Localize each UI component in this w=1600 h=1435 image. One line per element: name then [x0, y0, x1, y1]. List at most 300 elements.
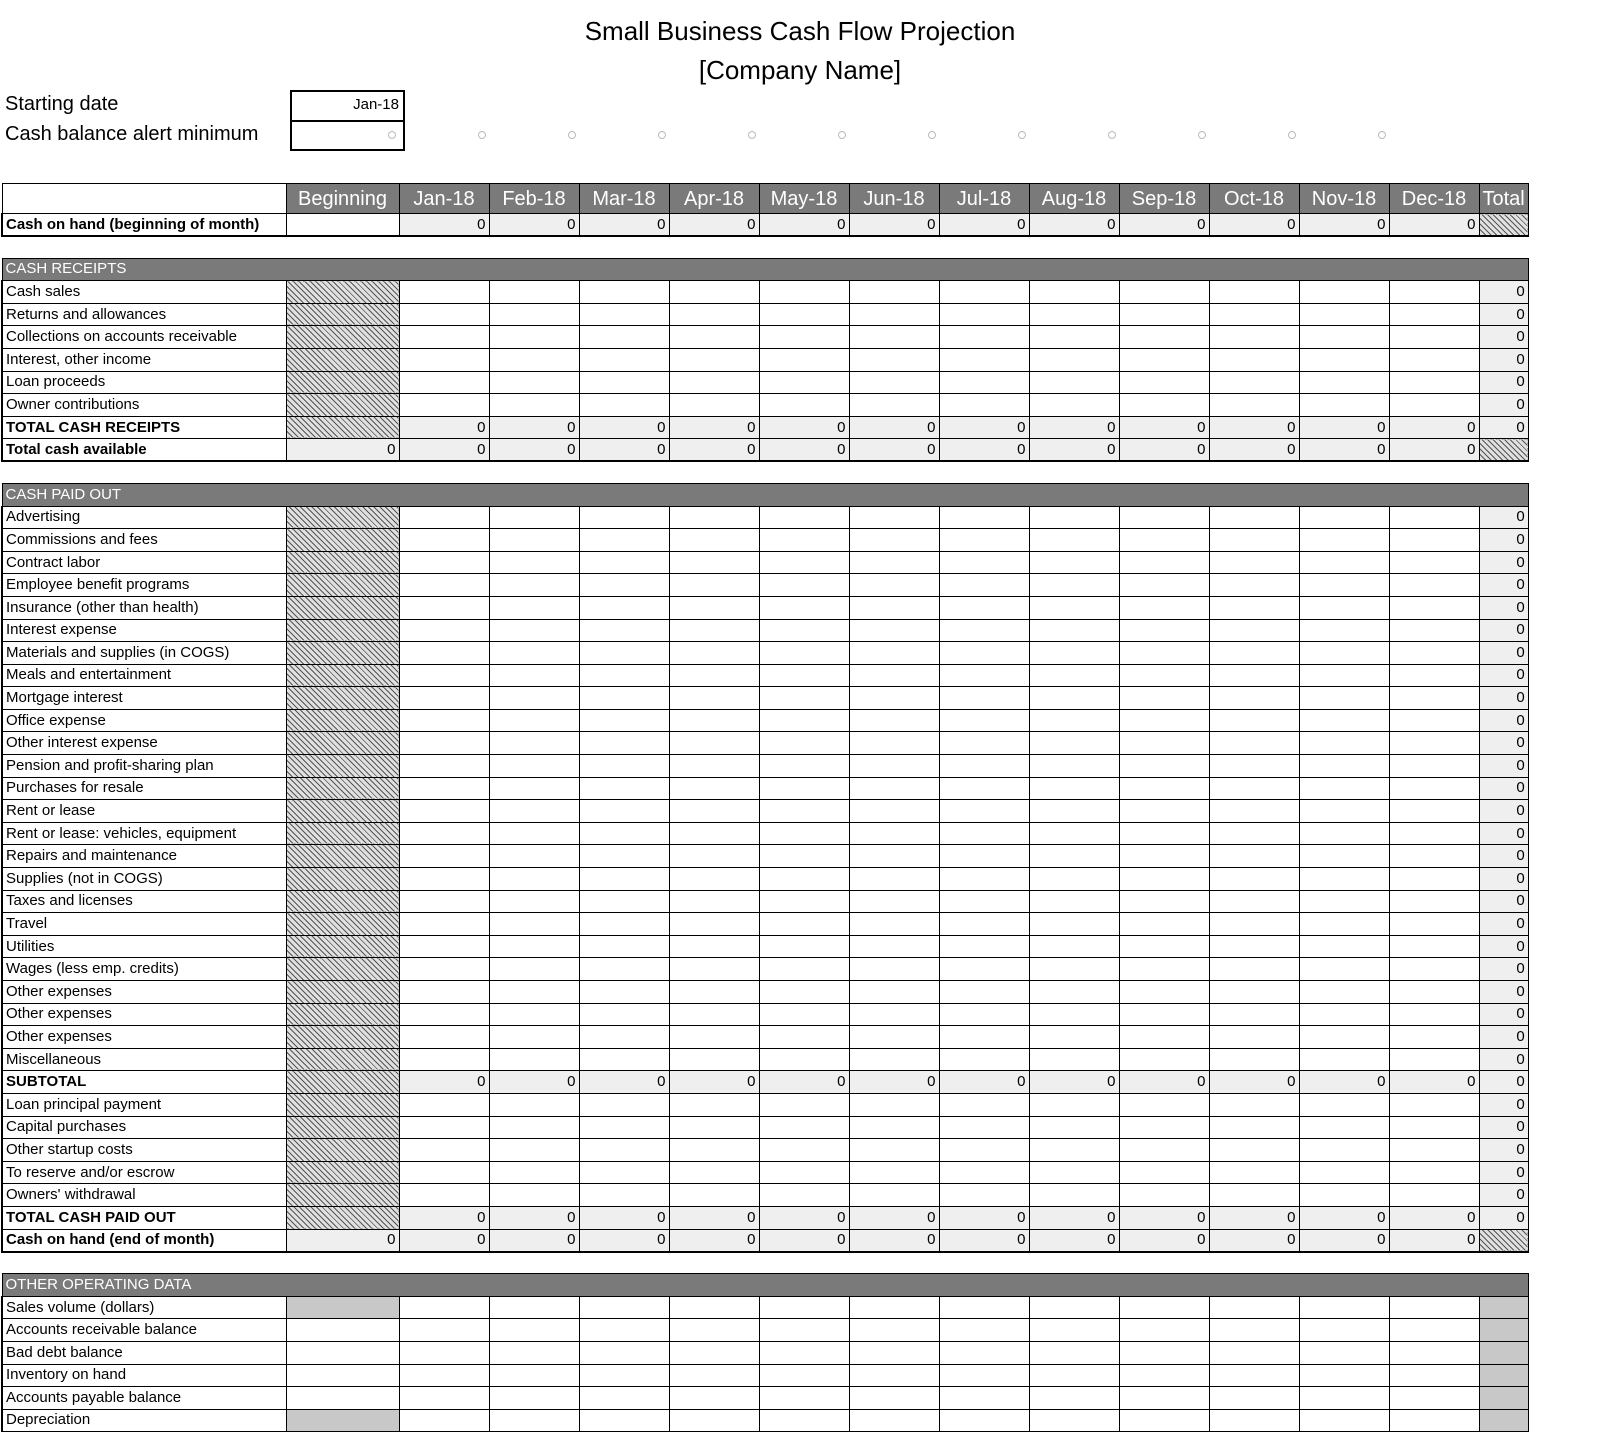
- input-cell[interactable]: [1029, 755, 1119, 778]
- input-cell[interactable]: [1119, 1026, 1209, 1049]
- input-cell[interactable]: [1389, 687, 1479, 710]
- input-cell[interactable]: [1119, 687, 1209, 710]
- input-cell[interactable]: [669, 1387, 759, 1410]
- input-cell[interactable]: [1029, 732, 1119, 755]
- input-cell[interactable]: [489, 1387, 579, 1410]
- input-cell[interactable]: [849, 845, 939, 868]
- input-cell[interactable]: [1029, 1364, 1119, 1387]
- input-cell[interactable]: [1209, 1093, 1299, 1116]
- input-cell[interactable]: [489, 326, 579, 349]
- input-cell[interactable]: [489, 574, 579, 597]
- input-cell[interactable]: [669, 281, 759, 304]
- input-cell[interactable]: [399, 1319, 489, 1342]
- input-cell[interactable]: [489, 348, 579, 371]
- input-cell[interactable]: [399, 348, 489, 371]
- input-cell[interactable]: [399, 1161, 489, 1184]
- input-cell[interactable]: [1119, 326, 1209, 349]
- input-cell[interactable]: [759, 326, 849, 349]
- input-cell[interactable]: [1299, 1409, 1389, 1432]
- input-cell[interactable]: [489, 755, 579, 778]
- input-cell[interactable]: [1209, 1116, 1299, 1139]
- input-cell[interactable]: [1389, 1364, 1479, 1387]
- input-cell[interactable]: [399, 664, 489, 687]
- input-cell[interactable]: [1209, 1409, 1299, 1432]
- input-cell[interactable]: [399, 845, 489, 868]
- input-cell[interactable]: [1029, 890, 1119, 913]
- input-cell[interactable]: [849, 732, 939, 755]
- input-cell[interactable]: [669, 777, 759, 800]
- input-cell[interactable]: [1119, 890, 1209, 913]
- input-cell[interactable]: [489, 664, 579, 687]
- input-cell[interactable]: [1119, 596, 1209, 619]
- input-cell[interactable]: [939, 868, 1029, 891]
- input-cell[interactable]: [1119, 958, 1209, 981]
- input-cell[interactable]: [1209, 868, 1299, 891]
- input-cell[interactable]: [579, 1161, 669, 1184]
- input-cell[interactable]: [1299, 664, 1389, 687]
- input-cell[interactable]: [489, 1003, 579, 1026]
- company-name[interactable]: [Company Name]: [698, 55, 902, 85]
- input-cell[interactable]: [669, 958, 759, 981]
- input-cell[interactable]: [1389, 326, 1479, 349]
- input-cell[interactable]: [579, 958, 669, 981]
- input-cell[interactable]: [579, 348, 669, 371]
- input-cell[interactable]: [1299, 1296, 1389, 1319]
- input-cell[interactable]: [489, 913, 579, 936]
- input-cell[interactable]: [489, 1319, 579, 1342]
- input-cell[interactable]: [669, 709, 759, 732]
- input-cell[interactable]: [1119, 732, 1209, 755]
- input-cell[interactable]: [1209, 958, 1299, 981]
- input-cell[interactable]: [1119, 1409, 1209, 1432]
- input-cell[interactable]: [939, 981, 1029, 1004]
- input-cell[interactable]: [579, 822, 669, 845]
- input-cell[interactable]: [1209, 1341, 1299, 1364]
- input-cell[interactable]: [759, 958, 849, 981]
- input-cell[interactable]: [489, 529, 579, 552]
- input-cell[interactable]: [849, 1161, 939, 1184]
- input-cell[interactable]: [1209, 574, 1299, 597]
- input-cell[interactable]: [1119, 529, 1209, 552]
- input-cell[interactable]: [1119, 371, 1209, 394]
- input-cell[interactable]: [1389, 732, 1479, 755]
- input-cell[interactable]: [669, 800, 759, 823]
- input-cell[interactable]: [1209, 822, 1299, 845]
- input-cell[interactable]: [669, 1093, 759, 1116]
- input-cell[interactable]: [759, 619, 849, 642]
- input-cell[interactable]: [1299, 709, 1389, 732]
- input-cell[interactable]: [1029, 281, 1119, 304]
- input-cell[interactable]: [1209, 551, 1299, 574]
- input-cell[interactable]: [1389, 642, 1479, 665]
- input-cell[interactable]: [759, 664, 849, 687]
- input-cell[interactable]: [669, 687, 759, 710]
- input-cell[interactable]: [1119, 800, 1209, 823]
- input-cell[interactable]: [759, 1296, 849, 1319]
- input-cell[interactable]: [1389, 1139, 1479, 1162]
- input-cell[interactable]: [399, 777, 489, 800]
- input-cell[interactable]: [1389, 574, 1479, 597]
- input-cell[interactable]: [849, 1003, 939, 1026]
- input-cell[interactable]: [579, 800, 669, 823]
- input-cell[interactable]: [939, 732, 1029, 755]
- input-cell[interactable]: [1299, 935, 1389, 958]
- input-cell[interactable]: [669, 1026, 759, 1049]
- input-cell[interactable]: [759, 1319, 849, 1342]
- input-cell[interactable]: [1209, 281, 1299, 304]
- input-cell[interactable]: [1119, 1184, 1209, 1207]
- input-cell[interactable]: [286, 1364, 399, 1387]
- input-cell[interactable]: [669, 371, 759, 394]
- input-cell[interactable]: [1299, 868, 1389, 891]
- input-cell[interactable]: [579, 596, 669, 619]
- input-cell[interactable]: [1299, 1116, 1389, 1139]
- input-cell[interactable]: [849, 574, 939, 597]
- input-cell[interactable]: [669, 1161, 759, 1184]
- input-cell[interactable]: [579, 1093, 669, 1116]
- input-cell[interactable]: [1299, 281, 1389, 304]
- input-cell[interactable]: [1119, 664, 1209, 687]
- input-cell[interactable]: [849, 800, 939, 823]
- input-cell[interactable]: [1389, 1093, 1479, 1116]
- input-cell[interactable]: [759, 529, 849, 552]
- input-cell[interactable]: [579, 1026, 669, 1049]
- input-cell[interactable]: [759, 1161, 849, 1184]
- input-cell[interactable]: [669, 348, 759, 371]
- input-cell[interactable]: [849, 1184, 939, 1207]
- input-cell[interactable]: [849, 1319, 939, 1342]
- input-cell[interactable]: [759, 890, 849, 913]
- input-cell[interactable]: [1389, 868, 1479, 891]
- input-cell[interactable]: [579, 1364, 669, 1387]
- input-cell[interactable]: [939, 551, 1029, 574]
- input-cell[interactable]: [939, 687, 1029, 710]
- input-cell[interactable]: [579, 755, 669, 778]
- input-cell[interactable]: [939, 890, 1029, 913]
- input-cell[interactable]: [1119, 1319, 1209, 1342]
- input-cell[interactable]: [399, 551, 489, 574]
- input-cell[interactable]: [669, 822, 759, 845]
- input-cell[interactable]: [1299, 1026, 1389, 1049]
- input-cell[interactable]: [939, 777, 1029, 800]
- input-cell[interactable]: [1299, 1093, 1389, 1116]
- input-cell[interactable]: [1209, 596, 1299, 619]
- input-cell[interactable]: [669, 1319, 759, 1342]
- input-cell[interactable]: [1389, 755, 1479, 778]
- input-cell[interactable]: [939, 1161, 1029, 1184]
- input-cell[interactable]: [1299, 1319, 1389, 1342]
- input-cell[interactable]: [1029, 913, 1119, 936]
- input-cell[interactable]: [579, 574, 669, 597]
- input-cell[interactable]: [1029, 664, 1119, 687]
- input-cell[interactable]: [1389, 981, 1479, 1004]
- input-cell[interactable]: [1209, 687, 1299, 710]
- input-cell[interactable]: [489, 1409, 579, 1432]
- input-cell[interactable]: [1389, 529, 1479, 552]
- input-cell[interactable]: [1119, 822, 1209, 845]
- input-cell[interactable]: [1209, 845, 1299, 868]
- input-cell[interactable]: [759, 845, 849, 868]
- input-cell[interactable]: [399, 822, 489, 845]
- input-cell[interactable]: [1119, 1364, 1209, 1387]
- input-cell[interactable]: [669, 1341, 759, 1364]
- input-cell[interactable]: [849, 303, 939, 326]
- input-cell[interactable]: [1119, 394, 1209, 417]
- input-cell[interactable]: [759, 1387, 849, 1410]
- input-cell[interactable]: [489, 958, 579, 981]
- input-cell[interactable]: [579, 1296, 669, 1319]
- input-cell[interactable]: [1209, 755, 1299, 778]
- input-cell[interactable]: [399, 394, 489, 417]
- input-cell[interactable]: [939, 394, 1029, 417]
- input-cell[interactable]: [1389, 890, 1479, 913]
- input-cell[interactable]: [939, 845, 1029, 868]
- input-cell[interactable]: [399, 529, 489, 552]
- input-cell[interactable]: [1119, 551, 1209, 574]
- input-cell[interactable]: [939, 913, 1029, 936]
- input-cell[interactable]: [669, 1184, 759, 1207]
- input-cell[interactable]: [759, 981, 849, 1004]
- input-cell[interactable]: [1119, 1387, 1209, 1410]
- input-cell[interactable]: [399, 1093, 489, 1116]
- input-cell[interactable]: [1209, 1139, 1299, 1162]
- input-cell[interactable]: [1029, 1387, 1119, 1410]
- input-cell[interactable]: [1299, 890, 1389, 913]
- input-cell[interactable]: [849, 281, 939, 304]
- input-cell[interactable]: [1299, 394, 1389, 417]
- input-cell[interactable]: [1209, 326, 1299, 349]
- input-cell[interactable]: [669, 596, 759, 619]
- input-cell[interactable]: [579, 1048, 669, 1071]
- input-cell[interactable]: [399, 506, 489, 529]
- input-cell[interactable]: [579, 845, 669, 868]
- input-cell[interactable]: [759, 1048, 849, 1071]
- input-cell[interactable]: [399, 687, 489, 710]
- input-cell[interactable]: [579, 1409, 669, 1432]
- input-cell[interactable]: [849, 868, 939, 891]
- input-cell[interactable]: [1299, 303, 1389, 326]
- input-cell[interactable]: [579, 868, 669, 891]
- input-cell[interactable]: [1029, 845, 1119, 868]
- input-cell[interactable]: [1029, 551, 1119, 574]
- input-cell[interactable]: [1029, 709, 1119, 732]
- input-cell[interactable]: [939, 303, 1029, 326]
- input-cell[interactable]: [399, 913, 489, 936]
- input-cell[interactable]: [1299, 687, 1389, 710]
- input-cell[interactable]: [1389, 281, 1479, 304]
- input-cell[interactable]: [849, 1341, 939, 1364]
- input-cell[interactable]: [669, 890, 759, 913]
- input-cell[interactable]: [1209, 506, 1299, 529]
- input-cell[interactable]: [1299, 1184, 1389, 1207]
- input-cell[interactable]: [1029, 1026, 1119, 1049]
- input-cell[interactable]: [399, 981, 489, 1004]
- input-cell[interactable]: [1209, 777, 1299, 800]
- input-cell[interactable]: [579, 1387, 669, 1410]
- input-cell[interactable]: [849, 1026, 939, 1049]
- input-cell[interactable]: [1029, 642, 1119, 665]
- input-cell[interactable]: [849, 709, 939, 732]
- input-cell[interactable]: [1029, 1139, 1119, 1162]
- input-cell[interactable]: [489, 890, 579, 913]
- input-cell[interactable]: [1029, 596, 1119, 619]
- input-cell[interactable]: [759, 394, 849, 417]
- input-cell[interactable]: [489, 394, 579, 417]
- input-cell[interactable]: [759, 1364, 849, 1387]
- input-cell[interactable]: [759, 1026, 849, 1049]
- input-cell[interactable]: [1119, 642, 1209, 665]
- input-cell[interactable]: [579, 732, 669, 755]
- input-cell[interactable]: [1389, 1048, 1479, 1071]
- input-cell[interactable]: [399, 890, 489, 913]
- input-cell[interactable]: [759, 506, 849, 529]
- input-cell[interactable]: [579, 551, 669, 574]
- input-cell[interactable]: [939, 800, 1029, 823]
- input-cell[interactable]: [1029, 1048, 1119, 1071]
- input-cell[interactable]: [669, 755, 759, 778]
- input-cell[interactable]: [1029, 1116, 1119, 1139]
- input-cell[interactable]: [759, 935, 849, 958]
- input-cell[interactable]: [489, 506, 579, 529]
- input-cell[interactable]: [939, 1409, 1029, 1432]
- input-cell[interactable]: [669, 1296, 759, 1319]
- input-cell[interactable]: [399, 574, 489, 597]
- input-cell[interactable]: [399, 755, 489, 778]
- input-cell[interactable]: [489, 281, 579, 304]
- input-cell[interactable]: [1029, 506, 1119, 529]
- input-cell[interactable]: [489, 981, 579, 1004]
- input-cell[interactable]: [1209, 642, 1299, 665]
- input-cell[interactable]: [1389, 1409, 1479, 1432]
- input-cell[interactable]: [849, 687, 939, 710]
- input-cell[interactable]: [1299, 619, 1389, 642]
- input-cell[interactable]: [1389, 1003, 1479, 1026]
- input-cell[interactable]: [849, 371, 939, 394]
- input-cell[interactable]: [1029, 935, 1119, 958]
- input-cell[interactable]: [489, 619, 579, 642]
- input-cell[interactable]: [759, 303, 849, 326]
- input-cell[interactable]: [1209, 913, 1299, 936]
- input-cell[interactable]: [669, 1003, 759, 1026]
- input-cell[interactable]: [1299, 642, 1389, 665]
- input-cell[interactable]: [399, 1003, 489, 1026]
- input-cell[interactable]: [759, 1003, 849, 1026]
- input-cell[interactable]: [1299, 326, 1389, 349]
- input-cell[interactable]: [669, 1364, 759, 1387]
- input-cell[interactable]: [1029, 529, 1119, 552]
- input-cell[interactable]: [669, 981, 759, 1004]
- input-cell[interactable]: [849, 1093, 939, 1116]
- input-cell[interactable]: [1209, 1003, 1299, 1026]
- input-cell[interactable]: [489, 868, 579, 891]
- input-cell[interactable]: [759, 913, 849, 936]
- input-cell[interactable]: [1119, 868, 1209, 891]
- input-cell[interactable]: [1119, 913, 1209, 936]
- input-cell[interactable]: [669, 619, 759, 642]
- input-cell[interactable]: [1389, 1319, 1479, 1342]
- input-cell[interactable]: [1299, 800, 1389, 823]
- input-cell[interactable]: [1389, 348, 1479, 371]
- input-cell[interactable]: [1029, 1161, 1119, 1184]
- input-cell[interactable]: [1299, 348, 1389, 371]
- input-cell[interactable]: [1119, 1341, 1209, 1364]
- input-cell[interactable]: [579, 1341, 669, 1364]
- input-cell[interactable]: [1389, 371, 1479, 394]
- input-cell[interactable]: [669, 1048, 759, 1071]
- input-cell[interactable]: [489, 1116, 579, 1139]
- input-cell[interactable]: [939, 1093, 1029, 1116]
- input-cell[interactable]: [939, 958, 1029, 981]
- input-cell[interactable]: [1209, 981, 1299, 1004]
- input-cell[interactable]: [399, 326, 489, 349]
- input-cell[interactable]: [849, 619, 939, 642]
- input-cell[interactable]: [759, 868, 849, 891]
- input-cell[interactable]: [579, 326, 669, 349]
- input-cell[interactable]: [759, 551, 849, 574]
- input-cell[interactable]: [579, 281, 669, 304]
- input-cell[interactable]: [939, 574, 1029, 597]
- input-cell[interactable]: [399, 281, 489, 304]
- input-cell[interactable]: [939, 371, 1029, 394]
- input-cell[interactable]: [939, 642, 1029, 665]
- input-cell[interactable]: [1029, 687, 1119, 710]
- input-cell[interactable]: [489, 1139, 579, 1162]
- input-cell[interactable]: [399, 1184, 489, 1207]
- input-cell[interactable]: [399, 1409, 489, 1432]
- input-cell[interactable]: [759, 1409, 849, 1432]
- input-cell[interactable]: [489, 845, 579, 868]
- input-cell[interactable]: [1119, 755, 1209, 778]
- input-cell[interactable]: [939, 1296, 1029, 1319]
- input-cell[interactable]: [1389, 1161, 1479, 1184]
- input-cell[interactable]: [489, 800, 579, 823]
- input-cell[interactable]: [1389, 1387, 1479, 1410]
- input-cell[interactable]: [669, 642, 759, 665]
- input-cell[interactable]: [579, 1319, 669, 1342]
- input-cell[interactable]: [1389, 709, 1479, 732]
- input-cell[interactable]: [1029, 958, 1119, 981]
- input-cell[interactable]: [939, 1116, 1029, 1139]
- input-cell[interactable]: [759, 822, 849, 845]
- input-cell[interactable]: [939, 506, 1029, 529]
- input-cell[interactable]: [399, 935, 489, 958]
- input-cell[interactable]: [849, 913, 939, 936]
- input-cell[interactable]: [759, 642, 849, 665]
- input-cell[interactable]: [1209, 664, 1299, 687]
- input-cell[interactable]: [579, 709, 669, 732]
- input-cell[interactable]: [669, 551, 759, 574]
- input-cell[interactable]: [489, 935, 579, 958]
- input-cell[interactable]: [1389, 777, 1479, 800]
- input-cell[interactable]: [399, 868, 489, 891]
- input-cell[interactable]: [1389, 935, 1479, 958]
- input-cell[interactable]: [399, 1341, 489, 1364]
- input-cell[interactable]: [489, 371, 579, 394]
- input-cell[interactable]: [849, 958, 939, 981]
- input-cell[interactable]: [1299, 981, 1389, 1004]
- input-cell[interactable]: [1029, 981, 1119, 1004]
- input-cell[interactable]: [1119, 1093, 1209, 1116]
- input-cell[interactable]: [669, 732, 759, 755]
- input-cell[interactable]: [1029, 1093, 1119, 1116]
- input-cell[interactable]: [1119, 1003, 1209, 1026]
- input-cell[interactable]: [489, 1296, 579, 1319]
- input-cell[interactable]: [849, 394, 939, 417]
- input-cell[interactable]: [1119, 1048, 1209, 1071]
- input-cell[interactable]: [939, 664, 1029, 687]
- input-cell[interactable]: [579, 529, 669, 552]
- input-cell[interactable]: [849, 596, 939, 619]
